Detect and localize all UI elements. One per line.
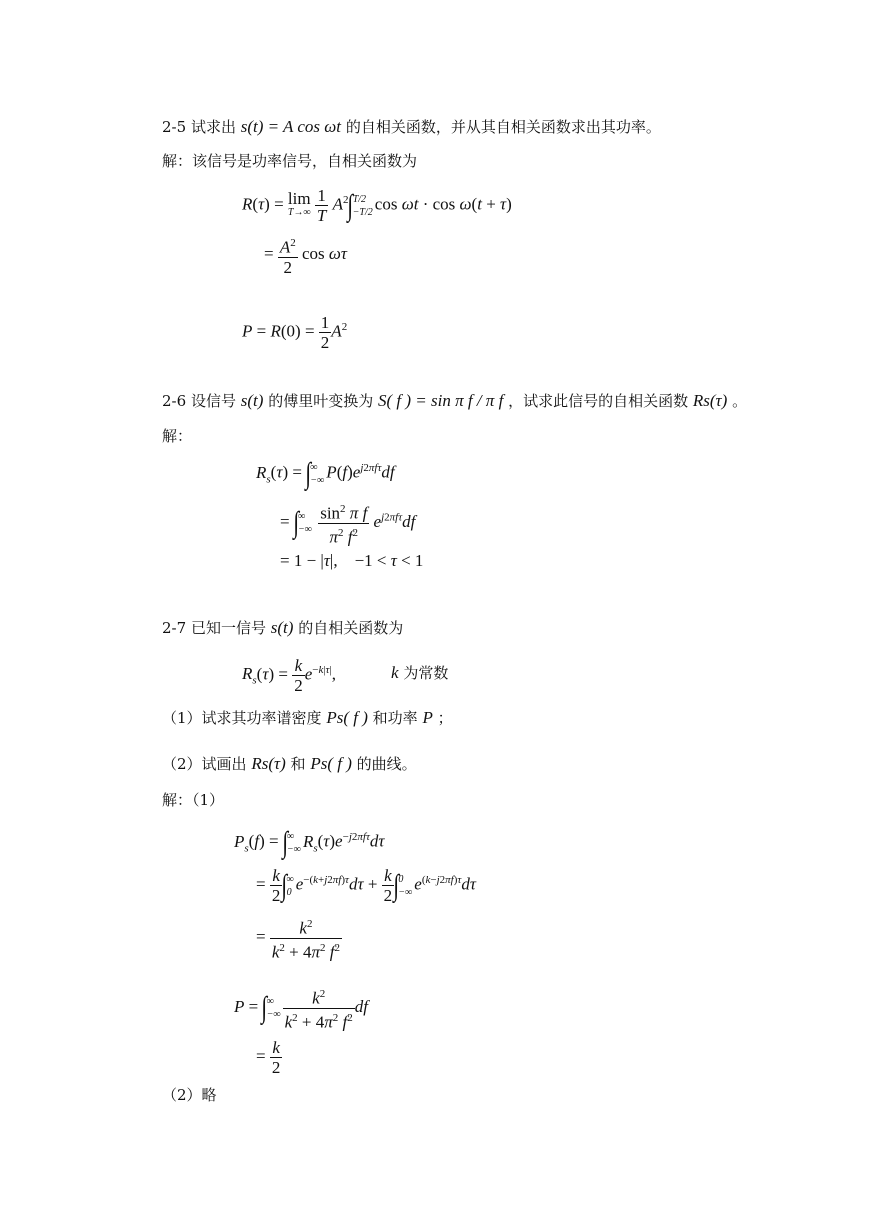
- part-label: （1）: [162, 709, 202, 727]
- question-text: 的傅里叶变换为: [268, 392, 374, 410]
- equation-autocorrelation-limit: R(τ) = lim T→∞ $\frac{1}{T}$ $A^2\int$ T/2 −T/2 cos ωt · cos ω(t + τ): [242, 186, 512, 225]
- question-text: 和: [290, 755, 306, 773]
- part-label: （2）: [162, 755, 202, 773]
- question-text: 试求其功率谱密度: [201, 709, 322, 727]
- question-text: 试求出: [190, 118, 236, 136]
- question-text: 设信号: [190, 392, 236, 410]
- equation-rs-integral: $R_s(\tau)$ = ∫ ∞ −∞ $P(f)e^{j2\pi f\tau}df$: [256, 456, 395, 490]
- question-text: 的自相关函数为: [298, 619, 404, 637]
- question-text: 的曲线。: [356, 755, 417, 773]
- question-text: ；: [437, 709, 453, 727]
- psd-symbol: Ps( f ): [326, 708, 368, 727]
- answer-text: （2）略: [162, 1086, 217, 1104]
- autocorrelation-symbol: Rs(τ): [692, 391, 728, 410]
- fourier-transform-expression: S( f ) = sin π f / π f: [377, 391, 504, 410]
- signal-symbol: s(t): [240, 391, 264, 410]
- problem-2-7-part1: [162, 708, 453, 728]
- autocorrelation-symbol: Rs(τ): [251, 754, 286, 773]
- question-text: 试画出: [201, 755, 247, 773]
- problem-2-7-part2: [162, 754, 417, 774]
- signal-expression: s(t) = A cos ωt: [240, 117, 342, 136]
- equation-power: P = R(0) = $\frac{1}{2}$ $A^2$: [242, 313, 348, 352]
- solution-label: 解：: [162, 427, 193, 445]
- equation-given-autocorrelation: $R_s(\tau)$ = $\frac{k}{2}$ $e^{-k|\tau|}$,: [242, 656, 336, 695]
- constant-note: [391, 663, 448, 683]
- problem-2-6-solution-label: [162, 426, 192, 446]
- equation-rs-result: = 1 − |τ|, −1 < τ < 1: [280, 551, 424, 570]
- question-text: 的自相关函数，并从其自相关函数求出其功率。: [345, 118, 661, 136]
- solution-text: 该信号是功率信号，自相关函数为: [192, 152, 418, 170]
- problem-label: 2-5: [162, 118, 187, 136]
- equation-rs-sinc-integral: = ∫ ∞ −∞ $\frac{\sin^2 \pi f}{\pi^2 f^2}$ $e^{j2\pi f\tau}df$: [280, 500, 415, 546]
- signal-symbol: s(t): [270, 618, 294, 637]
- constant-text: 为常数: [403, 664, 449, 682]
- problem-2-7-statement: [162, 618, 403, 638]
- problem-2-5-statement: [162, 117, 661, 137]
- equation-autocorrelation-result: = $\frac{A^2}{2}$ cos ωτ: [264, 234, 347, 277]
- question-text: 和功率: [372, 709, 418, 727]
- equation-psd-split: = $\frac{k}{2}$ ∫ ∞ 0 $e^{-(k+j2\pi f)\tau}d\tau$ + $\frac{k}{2}$ ∫ 0 −∞ $e^{(k-j2\pi f)\tau}d\tau$: [256, 866, 476, 905]
- problem-2-7-solution-label: [162, 790, 224, 810]
- problem-label: 2-6: [162, 392, 187, 410]
- problem-label: 2-7: [162, 619, 187, 637]
- power-symbol: P: [422, 708, 433, 727]
- question-text: ，试求此信号的自相关函数: [508, 392, 689, 410]
- solution-label: 解：（1）: [162, 791, 225, 809]
- question-text: 已知一信号: [190, 619, 266, 637]
- equation-psd-result: = $\frac{k^2}{k^2 + 4\pi^2 f^2}$: [256, 915, 342, 961]
- problem-2-5-solution-intro: [162, 151, 417, 171]
- problem-2-7-part2-answer: [162, 1085, 217, 1105]
- equation-power-result: = $\frac{k}{2}$: [256, 1038, 281, 1077]
- equation-power-integral: P = ∫ ∞ −∞ $\frac{k^2}{k^2 + 4\pi^2 f^2}$ df: [234, 985, 368, 1031]
- question-text: 。: [732, 392, 748, 410]
- constant-symbol: k: [391, 663, 399, 682]
- solution-label: 解：: [162, 152, 193, 170]
- equation-psd-integral: $P_s(f)$ = ∫ ∞ −∞ $R_s(\tau)e^{-j2\pi f\tau}d\tau$: [234, 825, 385, 859]
- problem-2-6-statement: [162, 391, 747, 411]
- psd-symbol: Ps( f ): [310, 754, 352, 773]
